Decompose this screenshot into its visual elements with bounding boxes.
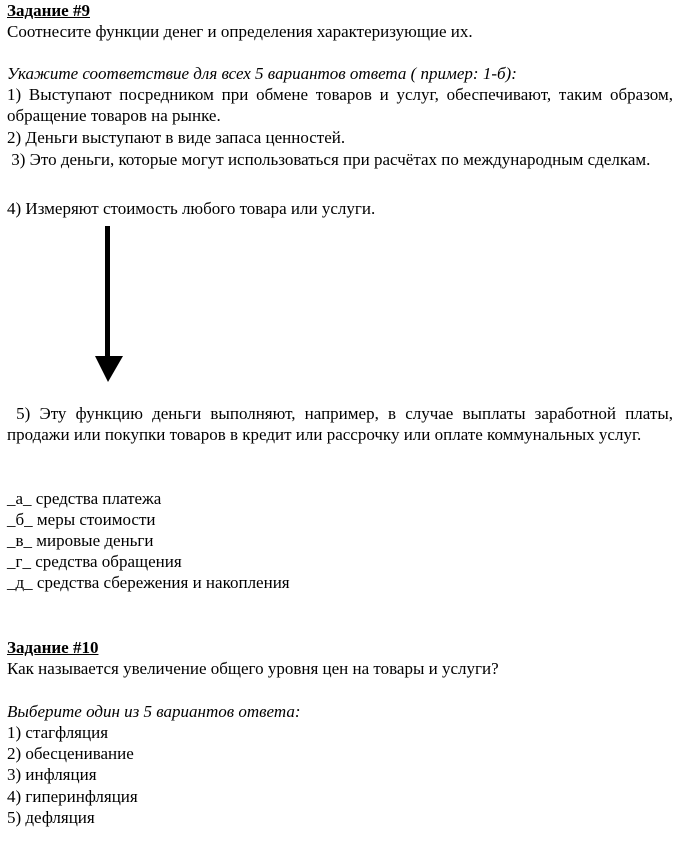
down-arrow-icon (95, 226, 123, 382)
task10-question: Как называется увеличение общего уровня цен на товары и услуги? (7, 659, 499, 678)
task9-question: Соотнесите функции денег и определения характеризующие их. (7, 22, 473, 41)
task9-statement-5: 5) Эту функцию деньги выполняют, например, в случае выплаты заработной платы, продажи или покупки товаров в кредит или рассрочку или оплате коммунальных услуг. (7, 404, 678, 444)
task9-statement-4: 4) Измеряют стоимость любого товара или услуги. (7, 199, 376, 218)
task9-option-b: _б_ меры стоимости (7, 510, 156, 529)
task10-option-4: 4) гиперинфляция (7, 787, 138, 806)
task9-statement-1: 1) Выступают посредником при обмене товаров и услуг, обеспечивают, таким образом, обращение товаров на рынке. (7, 85, 673, 125)
task10-option-1: 1) стагфляция (7, 723, 109, 742)
task9-statement-3: 3) Это деньги, которые могут использоваться при расчётах по международным сделкам. (7, 150, 651, 169)
task10-title: Задание #10 (7, 638, 99, 657)
task10-option-2: 2) обесценивание (7, 744, 134, 763)
task9-statement-2: 2) Деньги выступают в виде запаса ценностей. (7, 128, 346, 147)
task10-option-3: 3) инфляция (7, 765, 97, 784)
task9-option-a: _а_ средства платежа (7, 489, 162, 508)
task9-option-v: _в_ мировые деньги (7, 531, 154, 550)
task9-instruction: Укажите соответствие для всех 5 вариантов ответа ( пример: 1-б): (7, 64, 517, 83)
task10-instruction: Выберите один из 5 вариантов ответа: (7, 702, 301, 721)
task9-title: Задание #9 (7, 1, 90, 20)
task9-option-d: _д_ средства сбережения и накопления (7, 573, 290, 592)
task10-option-5: 5) дефляция (7, 808, 95, 827)
task9-option-g: _г_ средства обращения (7, 552, 182, 571)
